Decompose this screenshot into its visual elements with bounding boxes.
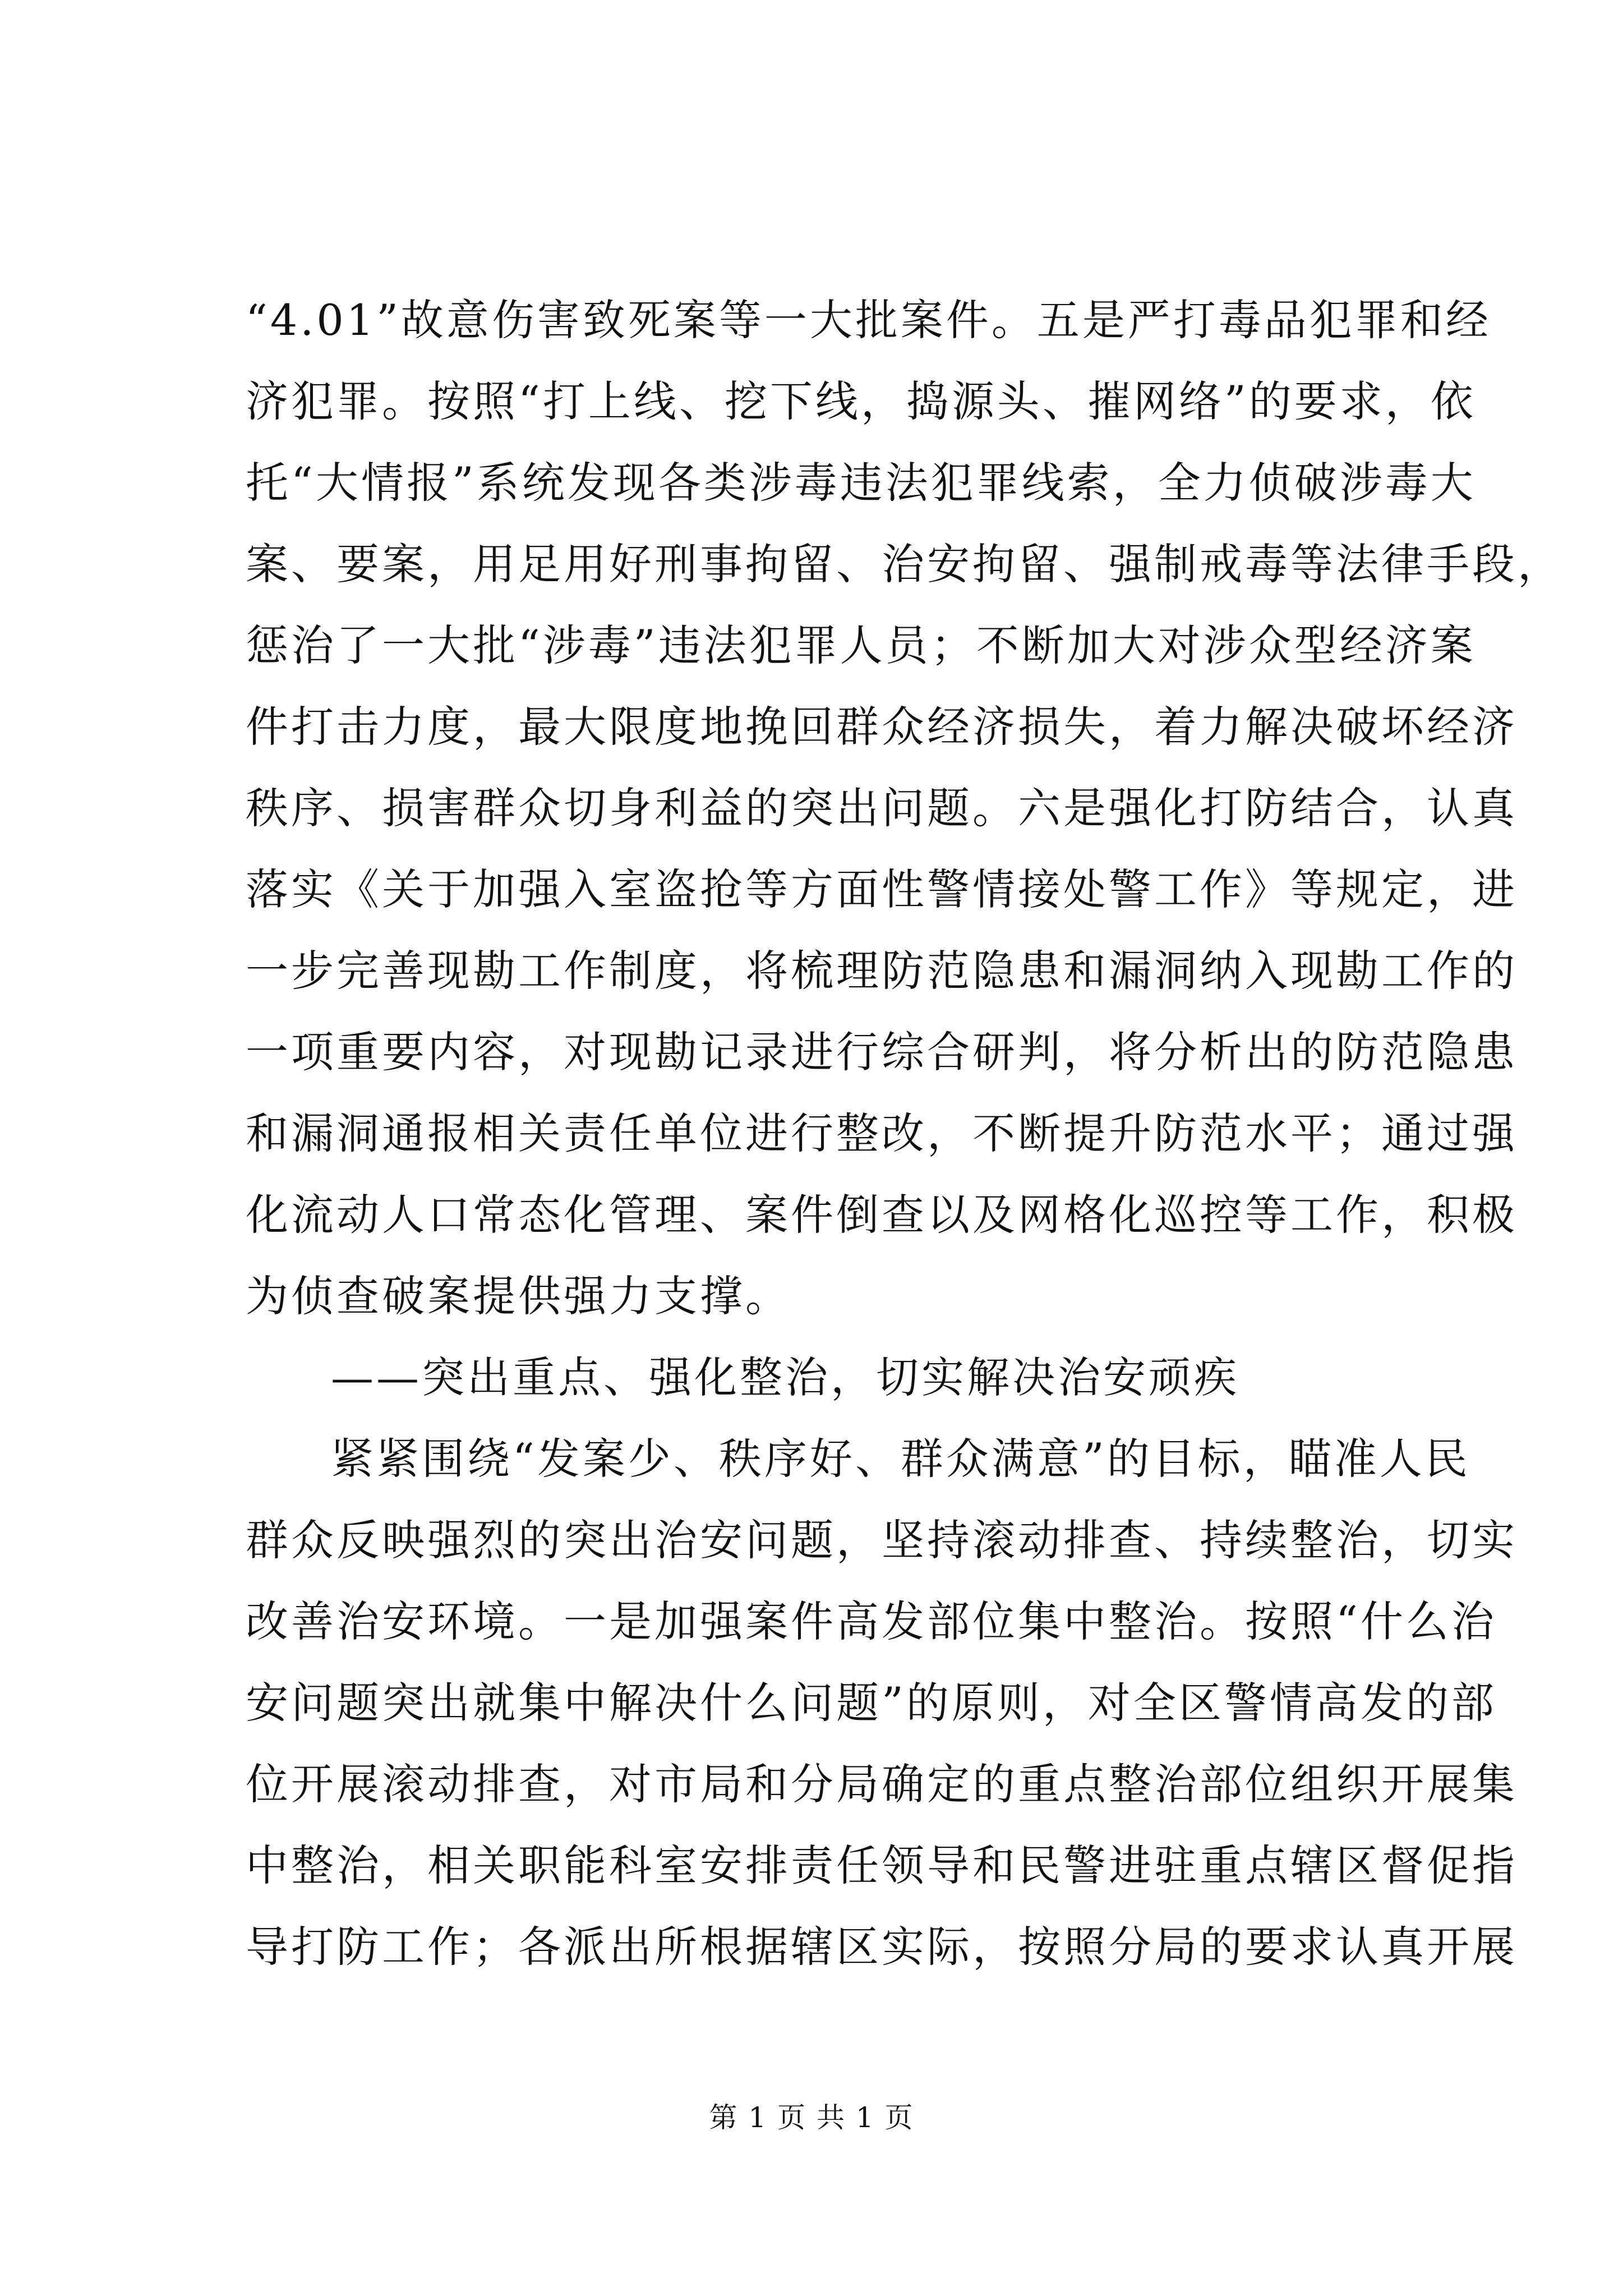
text-line: 济犯罪。按照“打上线、挖下线，捣源头、摧网络”的要求，依 xyxy=(246,376,1476,426)
body-text xyxy=(246,279,1563,1987)
text-line: 托“大情报”系统发现各类涉毒违法犯罪线索，全力侦破涉毒大 xyxy=(246,458,1476,508)
text-line: 安问题突出就集中解决什么问题”的原则，对全区警情高发的部 xyxy=(246,1678,1497,1728)
section-heading: ——突出重点、强化整治，切实解决治安顽疾 xyxy=(331,1352,1239,1402)
text-line: 化流动人口常态化管理、案件倒查以及网格化巡控等工作，积极 xyxy=(246,1190,1518,1240)
text-line: 一项重要内容，对现勘记录进行综合研判，将分析出的防范隐患 xyxy=(246,1027,1518,1077)
text-line: 和漏洞通报相关责任单位进行整改，不断提升防范水平；通过强 xyxy=(246,1108,1518,1158)
text-line: 惩治了一大批“涉毒”违法犯罪人员；不断加大对涉众型经济案 xyxy=(246,620,1476,670)
page-number: 第 1 页 共 1 页 xyxy=(709,2101,914,2134)
text-line: 改善治安环境。一是加强案件高发部位集中整治。按照“什么治 xyxy=(246,1596,1497,1646)
text-line: 一步完善现勘工作制度，将梳理防范隐患和漏洞纳入现勘工作的 xyxy=(246,946,1518,996)
text-line: 落实《关于加强入室盗抢等方面性警情接处警工作》等规定，进 xyxy=(246,864,1518,914)
text-line: 为侦查破案提供强力支撑。 xyxy=(246,1271,791,1321)
text-line: 位开展滚动排查，对市局和分局确定的重点整治部位组织开展集 xyxy=(246,1759,1518,1809)
text-line: 件打击力度，最大限度地挽回群众经济损失，着力解决破坏经济 xyxy=(246,702,1518,752)
text-line: “4.01”故意伤害致死案等一大批案件。五是严打毒品犯罪和经 xyxy=(246,295,1491,345)
text-line: 群众反映强烈的突出治安问题，坚持滚动排查、持续整治，切实 xyxy=(246,1515,1518,1565)
text-line: 秩序、损害群众切身利益的突出问题。六是强化打防结合，认真 xyxy=(246,783,1518,833)
text-line: 导打防工作；各派出所根据辖区实际，按照分局的要求认真开展 xyxy=(246,1922,1518,1972)
text-line: 紧紧围绕“发案少、秩序好、群众满意”的目标，瞄准人民 xyxy=(331,1434,1470,1484)
text-line: 案、要案，用足用好刑事拘留、治安拘留、强制戒毒等法律手段， xyxy=(246,539,1563,589)
text-line: 中整治，相关职能科室安排责任领导和民警进驻重点辖区督促指 xyxy=(246,1841,1518,1890)
